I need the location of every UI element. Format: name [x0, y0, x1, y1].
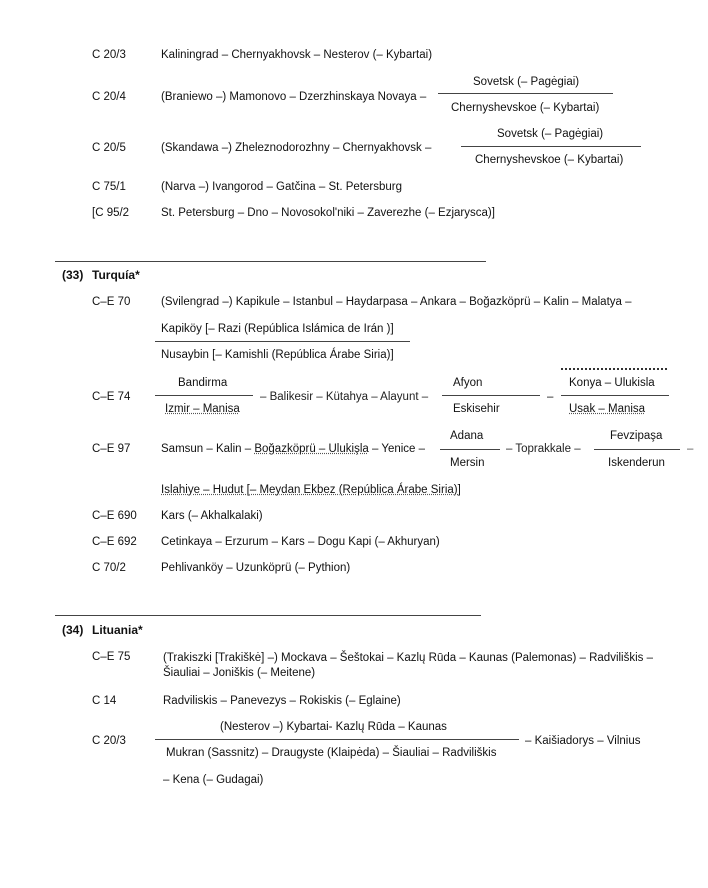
- section-title: Turquía*: [92, 268, 140, 282]
- route-code: C 20/5: [92, 142, 126, 154]
- fraction-numerator: Afyon: [453, 377, 483, 389]
- route-code: C 70/2: [92, 562, 126, 574]
- route-text: (Trakiszki [Trakiškė] –) Mockava – Šeštokai – Kazlų Rūda – Kaunas (Palemonas) – Radviliškis –: [163, 652, 654, 664]
- route-text: Šiauliai – Joniškis (– Meitene): [163, 667, 316, 679]
- fraction-denominator: Usak – Manisa: [569, 403, 646, 415]
- fraction-denominator: Izmir – Manisa: [165, 403, 240, 415]
- fraction-bar: [155, 395, 253, 396]
- route-text: (Braniewo –) Mamonovo – Dzerzhinskaya Novaya –: [161, 91, 427, 103]
- route-text: (Narva –) Ivangorod – Gatčina – St. Petersburg: [161, 181, 402, 193]
- route-text: Kars (– Akhalkalaki): [161, 510, 263, 522]
- route-code: C–E 70: [92, 296, 131, 308]
- route-code: C 20/3: [92, 735, 126, 747]
- route-text: Islahiye – Hudut [– Meydan Ekbez (República Árabe Siria)]: [161, 484, 461, 496]
- route-text: Kaliningrad – Chernyakhovsk – Nesterov (– Kybartai): [161, 49, 433, 61]
- section-number: (33): [62, 268, 84, 282]
- route-text: – Toprakkale –: [506, 443, 581, 455]
- fraction-bar: [438, 93, 613, 94]
- fraction-denominator: Iskenderun: [608, 457, 665, 469]
- fraction-denominator: Nusaybin [– Kamishli (República Árabe Siria)]: [161, 349, 394, 361]
- fraction-numerator: Sovetsk (– Pagėgiai): [497, 128, 604, 140]
- fraction-denominator: Chernyshevskoe (– Kybartai): [451, 102, 600, 114]
- route-code: C–E 74: [92, 391, 131, 403]
- route-text-end: – Yenice –: [368, 443, 426, 455]
- route-text: (Svilengrad –) Kapikule – Istanbul – Haydarpasa – Ankara – Boğazköprü – Kalin – Malatya –: [161, 296, 632, 308]
- route-text-start: Samsun – Kalin –: [161, 443, 255, 455]
- route-code: C 75/1: [92, 181, 126, 193]
- fraction-bar: [594, 449, 680, 450]
- fraction-bar: [561, 395, 669, 396]
- route-text: Cetinkaya – Erzurum – Kars – Dogu Kapi (– Akhuryan): [161, 536, 440, 548]
- fraction-bar: [442, 395, 540, 396]
- fraction-bar: [155, 739, 519, 740]
- fraction-numerator: Konya – Ulukisla: [569, 377, 655, 389]
- fraction-numerator: Adana: [450, 430, 484, 442]
- route-code: C–E 97: [92, 443, 131, 455]
- section-number: (34): [62, 623, 84, 637]
- route-dash: –: [687, 443, 694, 455]
- fraction-denominator: Chernyshevskoe (– Kybartai): [475, 154, 624, 166]
- route-text: Radviliskis – Panevezys – Rokiskis (– Eglaine): [163, 695, 401, 707]
- route-code: [C 95/2: [92, 207, 130, 219]
- fraction-denominator: Eskisehir: [453, 403, 500, 415]
- route-dash: –: [547, 391, 554, 403]
- route-text: – Kaišiadorys – Vilnius: [525, 735, 641, 747]
- section-title: Lituania*: [92, 623, 143, 637]
- route-code: C–E 75: [92, 651, 131, 663]
- route-text: – Kena (– Gudagai): [163, 774, 264, 786]
- fraction-numerator: Kapiköy [– Razi (República Islámica de Irán )]: [161, 323, 394, 335]
- route-text: [161, 442, 425, 456]
- dotted-overline: [561, 368, 667, 370]
- route-code: C–E 690: [92, 510, 137, 522]
- fraction-numerator: (Nesterov –) Kybartai- Kazlų Rūda – Kaunas: [220, 721, 447, 733]
- fraction-bar: [440, 449, 500, 450]
- route-text: Pehlivanköy – Uzunköprü (– Pythion): [161, 562, 351, 574]
- route-code: C 20/3: [92, 49, 126, 61]
- route-code: C–E 692: [92, 536, 137, 548]
- section-divider: [55, 261, 486, 262]
- route-code: C 14: [92, 695, 117, 707]
- route-code: C 20/4: [92, 91, 126, 103]
- route-text: St. Petersburg – Dno – Novosokol'niki – Zaverezhe (– Ezjarysca)]: [161, 207, 495, 219]
- fraction-numerator: Bandirma: [178, 377, 228, 389]
- route-text: (Skandawa –) Zheleznodorozhny – Chernyakhovsk –: [161, 142, 432, 154]
- section-divider: [55, 615, 481, 616]
- fraction-numerator: Fevzipaşa: [610, 430, 663, 442]
- section-heading-lithuania: [62, 623, 143, 637]
- fraction-bar: [155, 341, 410, 342]
- route-text-dotted: Boğazköprü – Ulukişla: [254, 443, 369, 455]
- fraction-denominator: Mersin: [450, 457, 485, 469]
- fraction-numerator: Sovetsk (– Pagėgiai): [473, 76, 580, 88]
- fraction-bar: [461, 146, 641, 147]
- route-text: – Balikesir – Kütahya – Alayunt –: [260, 391, 429, 403]
- section-heading-turkey: [62, 268, 140, 282]
- fraction-denominator: Mukran (Sassnitz) – Draugyste (Klaipėda) – Šiauliai – Radviliškis: [166, 747, 497, 759]
